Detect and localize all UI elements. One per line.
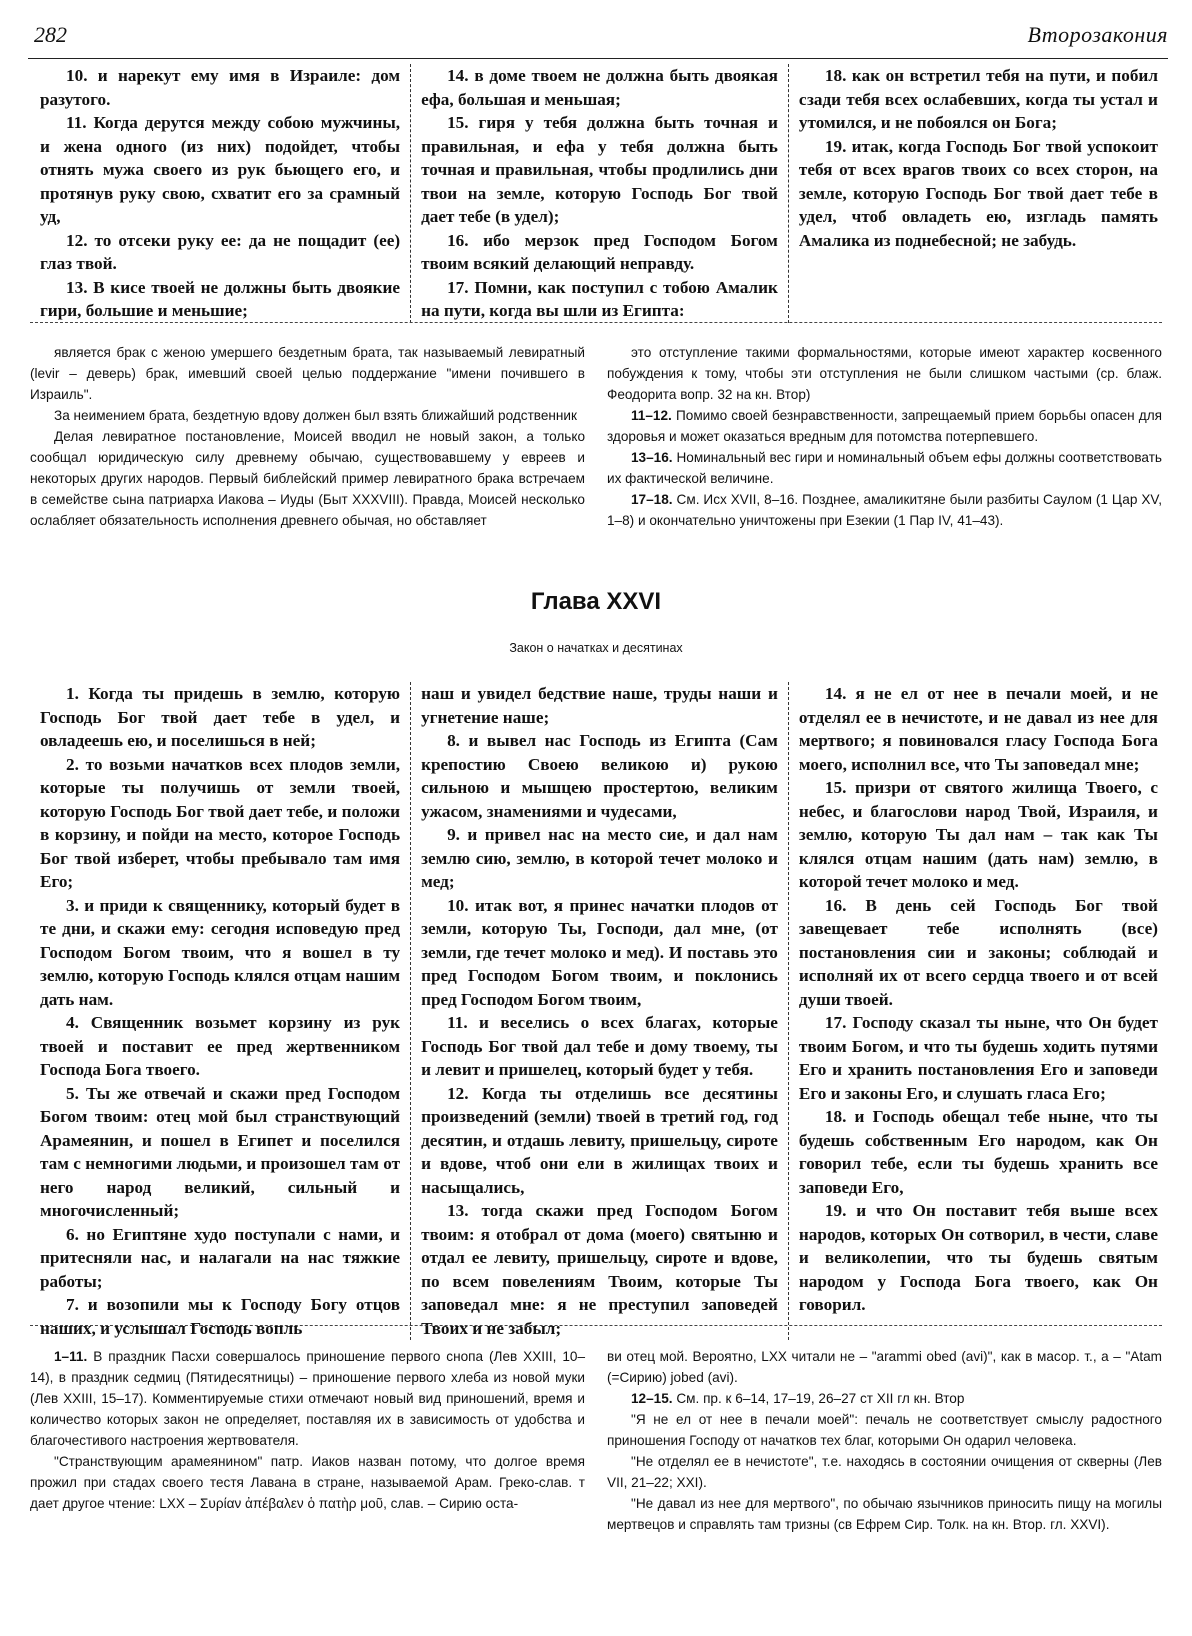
bottom-commentary-left <box>30 1346 585 1535</box>
chapter-verses <box>30 682 1168 1340</box>
commentary-ref: 17–18. <box>631 492 673 507</box>
commentary-paragraph <box>607 405 1162 447</box>
commentary-paragraph <box>607 1388 1162 1409</box>
top-commentary-left <box>30 342 585 531</box>
commentary-text: "Не отделял ее в нечистоте", т.е. находясь в состоянии очищения от скверны (Лев VII, 21–22; XXI). <box>607 1454 1162 1490</box>
commentary-ref: 11–12. <box>631 408 672 423</box>
book-title: Второзакония <box>1027 22 1168 47</box>
top-commentary <box>30 342 1162 531</box>
section-divider <box>30 1325 1162 1326</box>
verse: 15. призри от святого жилища Твоего, с небес, и благослови народ Твой, Израиля, и землю, которую Ты дал нам – так как Ты клялся отцам нашим (дать нам) землю, в которой течет молоко и мед. <box>798 778 1158 891</box>
verse: 8. и вывел нас Господь из Египта (Сам крепостию Своею великою и) рукою сильною и мышцею простертою, великим ужасом, знамениями и чудесами, <box>421 731 778 821</box>
verse: 11. Когда дерутся между собою мужчины, и жена одного (из них) подойдет, чтобы отнять мужа своего из рук бьющего его, и протянув руку свою, схватит его за срамный уд, <box>40 113 401 226</box>
verse: 3. и приди к священнику, который будет в те дни, и скажи ему: сегодня исповедую пред Господом Богом твоим, что я вошел в ту землю, которую Господь клялся отцам нашим дать нам. <box>40 895 401 1009</box>
verse: 4. Священник возьмет корзину из рук твоей и поставит ее пред жертвенником Господа Бога твоего. <box>40 1013 401 1079</box>
verse: 14. я не ел от нее в печали моей, и не отделял ее в нечистоте, и не давал из нее для мертвого; я повиновался гласу Господа Бога моего, исполнил все, что Ты заповедал мне; <box>798 684 1158 774</box>
verse: 14. в доме твоем не должна быть двоякая ефа, большая и меньшая; <box>421 66 778 109</box>
commentary-text: Помимо своей безнравственности, запрещаемый прием борьбы опасен для здоровья и может оказаться вредным для потомства потерпевшего. <box>607 408 1163 444</box>
verse: 18. и Господь обещал тебе ныне, что ты будешь собственным Его народом, как Он говорил тебе, если ты будешь хранить все заповеди Его, <box>798 1107 1158 1197</box>
commentary-paragraph <box>30 405 585 426</box>
chapter-subtitle: Закон о начатках и десятинах <box>509 641 683 655</box>
verse: 18. как он встретил тебя на пути, и побил сзади тебя всех ослабевших, когда ты устал и утомился, и не побоялся он Бога; <box>798 66 1158 132</box>
verse: 11. и веселись о всех благах, которые Господь Бог твой дал тебе и дому твоему, ты и левит и пришелец, который будет у тебя. <box>421 1013 778 1079</box>
commentary-text: "Странствующим арамеянином" патр. Иаков назван потому, что долгое время прожил при стадах своего тестя Лавана в стране, называемой Арам. Греко-слав. т дает другое чтение: LXX – Συρίαν ἀπέβαλεν ὁ πατὴρ μοῦ, слав. – Сирию оста- <box>30 1454 585 1511</box>
verse: 19. и что Он поставит тебя выше всех народов, которых Он сотворил, в чести, славе и великолепии, что ты будешь святым народом у Господа Бога твоего, как Он говорил. <box>798 1201 1158 1314</box>
commentary-text: См. Исх XVII, 8–16. Позднее, амаликитяне были разбиты Саулом (1 Цар XV, 1–8) и окончательно уничтожены при Езекии (1 Пар IV, 41–43). <box>607 492 1162 528</box>
commentary-paragraph <box>30 1346 585 1451</box>
verse: 6. но Египтяне худо поступали с нами, и притесняли нас, и налагали на нас тяжкие работы; <box>40 1224 401 1291</box>
commentary-text: "Я не ел от нее в печали моей": печаль не соответствует смыслу радостного приношения Господу от начатков тех благ, которыми Он одарил человека. <box>607 1412 1162 1448</box>
commentary-paragraph <box>607 1493 1162 1535</box>
verse: 12. то отсеки руку ее: да не пощадит (ее) глаз твой. <box>40 230 401 273</box>
verse: 13. В кисе твоей не должны быть двоякие гири, большие и меньшие; <box>40 277 401 320</box>
top-commentary-right <box>607 342 1162 531</box>
commentary-paragraph <box>607 342 1162 405</box>
chapter-title: Глава XXVI <box>530 588 662 615</box>
bottom-commentary-right <box>607 1346 1162 1535</box>
verse: 2. то возьми начатков всех плодов земли, которые ты получишь от земли твоей, которую Господь Бог твой дает тебе, и положи в корзину, и пойди на место, которое Господь Бог твой изберет, чтобы пребывало там имя Его; <box>40 754 401 891</box>
verse: 7. и возопили мы к Господу Богу отцов наших, и услышал Господь вопль <box>40 1295 401 1338</box>
top-verses-col-1 <box>30 64 410 323</box>
commentary-ref: 13–16. <box>631 450 673 465</box>
verse: 13. тогда скажи пред Господом Богом твоим: я отобрал от дома (моего) святыню и отдал ее левиту, пришельцу, сироте и вдове, по всем повелениям Твоим, которые Ты заповедал мне: я не преступил заповедей Твоих и не забыл; <box>421 1201 778 1338</box>
top-verses-col-3 <box>788 64 1168 323</box>
verse: 17. Господу сказал ты ныне, что Он будет твоим Богом, и что ты будешь ходить путями Его и хранить постановления Его и заповеди Его и законы Его, и слушать гласа Его; <box>798 1013 1158 1103</box>
verse: 19. итак, когда Господь Бог твой успокоит тебя от всех врагов твоих со всех сторон, на земле, которую Господь Бог твой дает тебе в удел, чтоб овладеть ею, изгладь память Амалика из поднебесной; не забудь. <box>798 136 1158 250</box>
commentary-text: ви отец мой. Вероятно, LXX читали не – "arammi obed (avi)", как в масор. т., а – "Atam (=Сирию) jobed (avi). <box>607 1349 1162 1385</box>
verse: 16. В день сей Господь Бог твой завещевает тебе исполнять (все) постановления сии и законы; соблюдай и исполняй их от всего сердца твоего и от всей души твоей. <box>798 895 1158 1009</box>
verse: 10. итак вот, я принес начатки плодов от земли, которую Ты, Господи, дал мне, (от земли, где течет молоко и мед). И поставь это пред Господом Богом твоим, и поклонись пред Господом Богом твоим, <box>421 895 778 1009</box>
commentary-text: В праздник Пасхи совершалось приношение первого снопа (Лев XXIII, 10–14), в праздник седмиц (Пятидесятницы) – приношение первого хлеба из новой муки (Лев XXIII, 15–17). Комментируемые стихи отмечают новый вид приношений, время и количество которых закон не определяет, поставляя их в зависимость от удобства и благочестивого настроения жертвователя. <box>30 1349 586 1448</box>
page-number: 282 <box>34 22 67 47</box>
verse: наш и увидел бедствие наше, труды наши и угнетение наше; <box>421 684 778 727</box>
commentary-text: За неимением брата, бездетную вдову должен был взять ближайший родственник <box>54 408 577 423</box>
commentary-text: это отступление такими формальностями, которые имеют характер косвенного побуждения к тому, чтобы эти отступления не были слишком частыми (ср. блаж. Феодорита вопр. 32 на кн. Втор) <box>607 345 1162 402</box>
top-verses <box>30 64 1168 323</box>
commentary-text: См. пр. к 6–14, 17–19, 26–27 ст XII гл кн. Втор <box>676 1391 965 1406</box>
commentary-paragraph <box>607 1409 1162 1451</box>
commentary-ref: 1–11. <box>54 1349 88 1364</box>
chapter-verses-col-2 <box>410 682 788 1340</box>
commentary-paragraph <box>607 1346 1162 1388</box>
commentary-ref: 12–15. <box>631 1391 673 1406</box>
commentary-paragraph <box>30 342 585 405</box>
commentary-text: Делая левиратное постановление, Моисей вводил не новый закон, а только сообщал юридическую силу древнему обычаю, существовавшему у евреев и некоторых других народов. Первый библейский пример левиратного брака встречаем в семействе сына патриарха Иакова – Иуды (Быт XXXVIII). Правда, Моисей несколько ослабляет обязательность исполнения древнего обычая, но обставляет <box>30 429 585 528</box>
commentary-paragraph <box>607 489 1162 531</box>
commentary-paragraph <box>30 426 585 531</box>
bottom-commentary <box>30 1346 1162 1535</box>
verse: 5. Ты же отвечай и скажи пред Господом Богом твоим: отец мой был странствующий Арамеянин, и пошел в Египет и поселился там с немногими людьми, и произошел там от него народ великий, сильный и многочисленный; <box>40 1083 401 1220</box>
verse: 17. Помни, как поступил с тобою Амалик на пути, когда вы шли из Египта: <box>421 277 778 320</box>
verse: 9. и привел нас на место сие, и дал нам землю сию, землю, в которой течет молоко и мед; <box>421 825 778 891</box>
commentary-paragraph <box>30 1451 585 1514</box>
section-divider <box>30 322 1162 323</box>
running-header <box>28 18 1168 59</box>
verse: 15. гиря у тебя должна быть точная и правильная, и ефа у тебя должна быть точная и правильная, чтобы продлились дни твои на земле, которую Господь Бог твой дает тебе (в удел); <box>421 113 778 226</box>
chapter-verses-col-3 <box>788 682 1168 1340</box>
verse: 1. Когда ты придешь в землю, которую Господь Бог твой дает тебе в удел, и овладеешь ею, и поселишься в ней; <box>40 684 401 750</box>
commentary-paragraph <box>607 447 1162 489</box>
commentary-text: является брак с женою умершего бездетным брата, так называемый левиратный (levir – деверь) брак, имевший своей целью поддержание "имени почившего в Израиль". <box>30 345 585 402</box>
chapter-verses-col-1 <box>30 682 410 1340</box>
commentary-text: Номинальный вес гири и номинальный объем ефы должны соответствовать их фактической величине. <box>607 450 1163 486</box>
verse: 16. ибо мерзок пред Господом Богом твоим всякий делающий неправду. <box>421 230 778 273</box>
top-verses-col-2 <box>410 64 788 323</box>
verse: 10. и нарекут ему имя в Израиле: дом разутого. <box>40 66 401 109</box>
verse: 12. Когда ты отделишь все десятины произведений (земли) твоей в третий год, год десятин, и отдашь левиту, пришельцу, сироте и вдове, чтоб они ели в жилищах твоих и насыщались, <box>421 1083 778 1197</box>
commentary-text: "Не давал из нее для мертвого", по обычаю язычников приносить пищу на могилы мертвецов и справлять там тризны (св Ефрем Сир. Толк. на кн. Втор. гл. XXVI). <box>607 1496 1162 1532</box>
commentary-paragraph <box>607 1451 1162 1493</box>
